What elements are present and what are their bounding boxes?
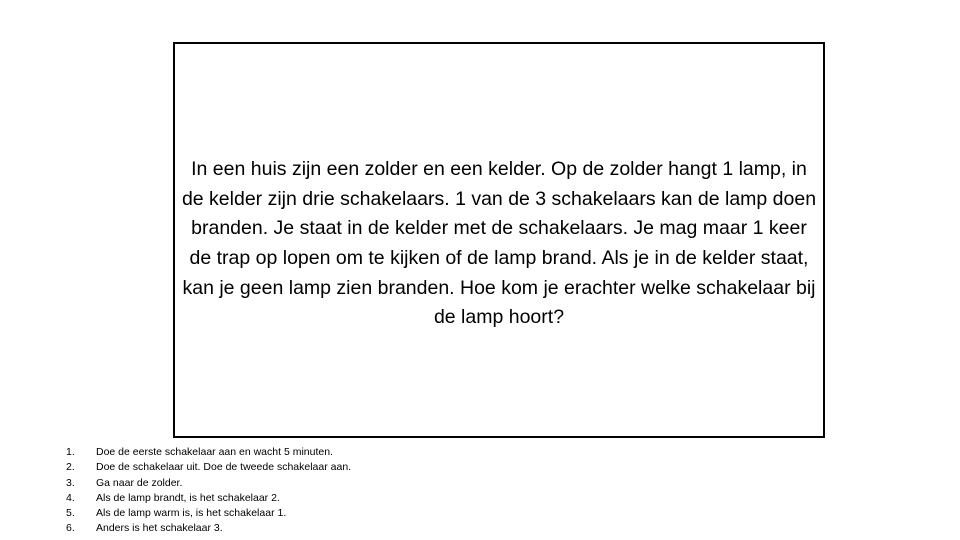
list-item-text: Anders is het schakelaar 3. — [96, 522, 223, 535]
list-item — [66, 476, 486, 491]
list-item-number: 3. — [66, 476, 75, 489]
list-item — [66, 491, 486, 506]
list-item — [66, 521, 486, 536]
list-item-text: Doe de eerste schakelaar aan en wacht 5 minuten. — [96, 446, 333, 458]
list-item — [66, 506, 486, 521]
list-item-number: 6. — [66, 522, 75, 535]
list-item-number: 1. — [66, 446, 75, 458]
list-item-text: Doe de schakelaar uit. Doe de tweede schakelaar aan. — [96, 461, 352, 474]
list-item-text: Ga naar de zolder. — [96, 476, 183, 489]
list-item-text: Als de lamp brandt, is het schakelaar 2. — [96, 491, 280, 504]
list-item-number: 5. — [66, 507, 75, 520]
list-item — [66, 460, 486, 475]
riddle-text: In een huis zijn een zolder en een kelder. Op de zolder hangt 1 lamp, in de kelder zijn drie schakelaars. 1 van de 3 schakelaars kan de lamp doen branden. Je staat in de kelder met de schakelaars. Je mag maar 1 keer de trap op lopen om te kijken of de lamp brand. Als je in de kelder staat, kan je geen lamp zien branden. Hoe kom je erachter welke schakelaar bij de lamp hoort? — [181, 158, 817, 329]
list-item-number: 2. — [66, 461, 75, 474]
list-item-number: 4. — [66, 491, 75, 504]
list-item-text: Als de lamp warm is, is het schakelaar 1. — [96, 507, 287, 520]
riddle-box — [173, 42, 825, 438]
list-item — [66, 445, 486, 460]
answer-list — [66, 445, 486, 537]
